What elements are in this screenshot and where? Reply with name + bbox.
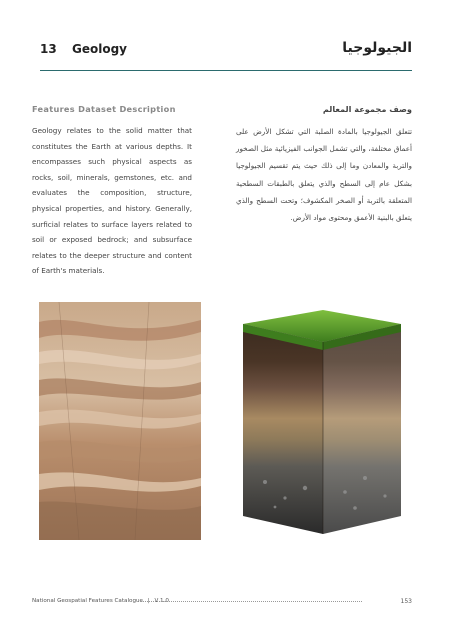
description-english: Geology relates to the solid matter that constitutes the Earth at various depths. It encompasses such physical aspects as rocks, soil, minerals, gemstones, etc. and evaluates the composition, structure, physical properties, and history. Generally, surficial relates to surface layers related to soil or exposed bedrock; and subsurface relates to the deeper structure and content of Earth's materials. [32, 126, 192, 276]
chapter-number: 13 [40, 42, 57, 56]
section-heading-arabic: وصف مجموعة المعالم [322, 104, 412, 114]
header-divider [40, 70, 412, 71]
footer-catalogue-name: National Geospatial Features Catalogue [32, 598, 143, 604]
footer-separator: | [147, 598, 150, 604]
rock-strata-photo [39, 302, 201, 540]
chapter-title-english: Geology [72, 42, 128, 56]
footer-version: V 1.0 [154, 598, 169, 604]
footer-dotted-leader [140, 601, 362, 602]
soil-profile-illustration [225, 302, 415, 540]
page-header [40, 40, 412, 64]
chapter-title-arabic: الجيولوجيا [342, 40, 412, 56]
section-heading-english: Features Dataset Description [32, 104, 176, 114]
rock-strata-illustration [39, 302, 201, 540]
description-arabic: تتعلق الجيولوجيا بالمادة الصلبة التي تشكل الأرض على أعماق مختلفة، والتي تشمل الجوانب الفيزيائية مثل الصخور والتربة والمعادن وما إلى ذلك حيث يتم تقسيم الجيولوجيا بشكل عام إلى السطح والذي يتعلق بالطبقات السطحية المتعلقة بالتربة أو الصخر المكشوف؛ وتحت السطح والذي يتعلق بالبنية الأعمق ومحتوى مواد الأرض. [236, 127, 412, 223]
page-number: 153 [400, 598, 412, 605]
soil-profile-photo [225, 302, 415, 540]
